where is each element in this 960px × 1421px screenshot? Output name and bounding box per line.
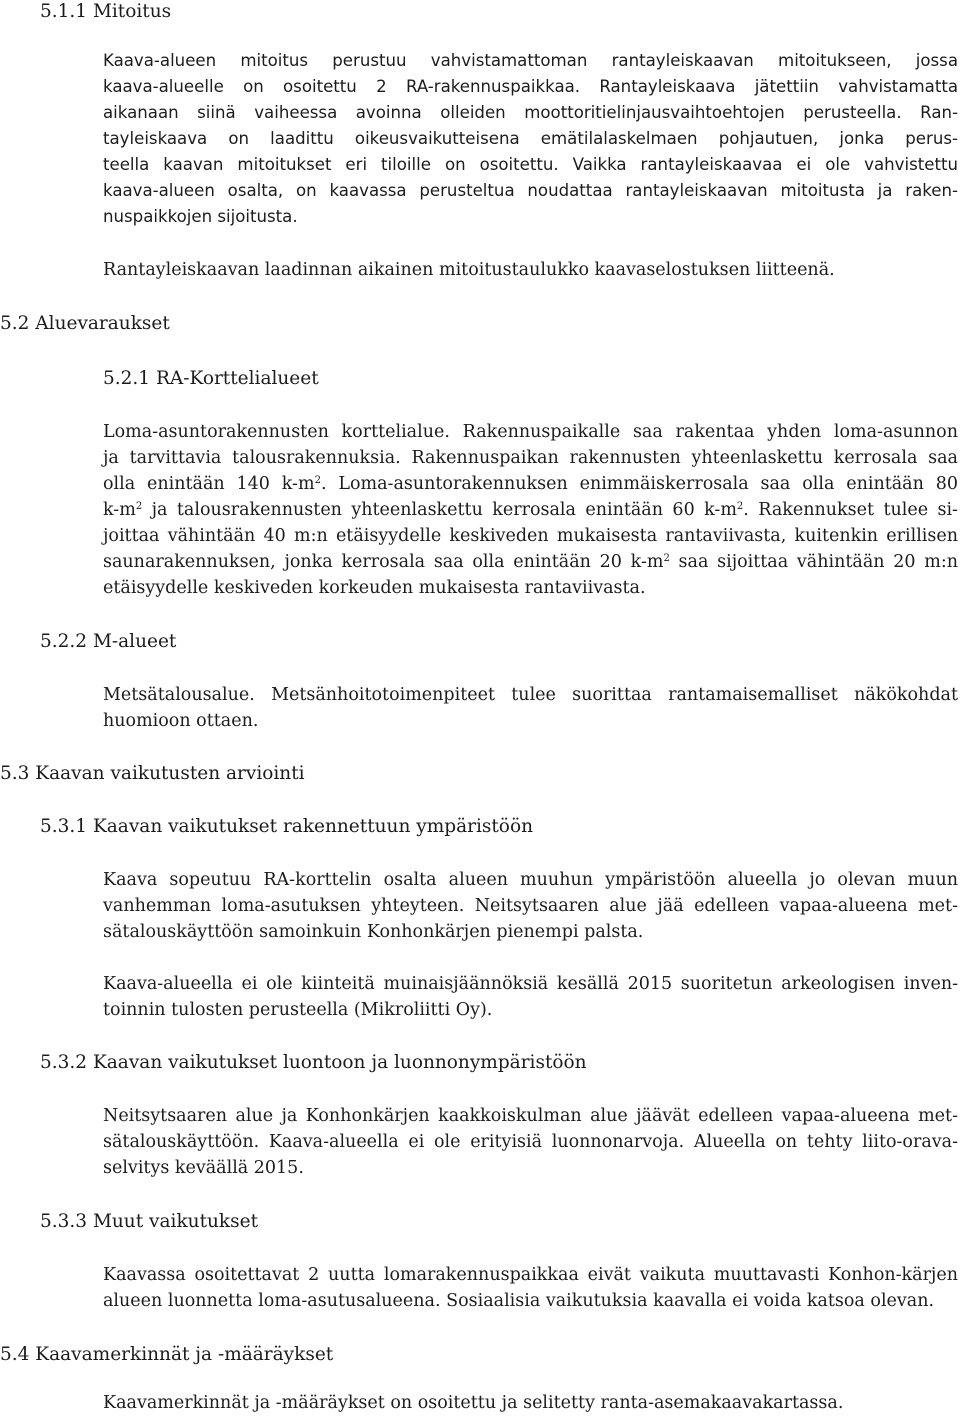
- text-line: kaava-alueen osalta, on kaavassa perusteltua noudattaa rantayleiskaavan mitoitusta ja raken-: [103, 181, 958, 200]
- superscript: 2: [736, 501, 744, 512]
- section-5-4-paragraph: [103, 1390, 958, 1416]
- section-5-2-1-title: 5.2.1 RA-Korttelialueet: [103, 368, 319, 389]
- text-line: Metsätalousalue. Metsänhoitotoimenpiteet tulee suorittaa rantamaisemalliset näkökohdat: [103, 685, 958, 705]
- text-line: [103, 575, 958, 601]
- section-5-4-title: 5.4 Kaavamerkinnät ja -määräykset: [0, 1344, 334, 1365]
- text-line: alueen luonnetta loma-asutusalueena. Sosiaalisia vaikutuksia kaavalla ei voida katsoa olevan.: [103, 1291, 935, 1311]
- text-line: toinnin tulosten perusteella (Mikroliitti Oy).: [103, 1000, 493, 1020]
- text-line: Neitsytsaaren alue ja Konhonkärjen kaakkoiskulman alue jäävät edelleen vapaa-alueena met-: [103, 1106, 958, 1126]
- text-line: [103, 549, 958, 575]
- text-segment: ja talousrakennusten yhteenlaskettu kerrosala enintään 60 k-m: [142, 500, 737, 520]
- section-5-2-2-paragraph: [103, 682, 958, 734]
- section-5-1-1-paragraph-1: [103, 48, 958, 230]
- section-5-3-2-paragraph: [103, 1103, 958, 1181]
- section-5-2-title: 5.2 Aluevaraukset: [0, 313, 170, 334]
- section-5-2-2-title: 5.2.2 M-alueet: [40, 631, 177, 652]
- text-line: aikanaan siinä vaiheessa avoinna olleiden moottoritielinjausvaihtoehtojen perusteella. Ran-: [103, 103, 958, 122]
- text-line: [103, 419, 958, 445]
- section-5-3-1-paragraph-1: [103, 867, 958, 945]
- text-line: tayleiskaava on laadittu oikeusvaikutteisena emätilalaskelmaen pohjautuen, jonka perus-: [103, 129, 958, 148]
- superscript: 2: [135, 501, 143, 512]
- section-5-1-1-paragraph-2: [103, 257, 958, 283]
- text-segment: joittaa vähintään 40 m:n etäisyydelle keskiveden mukaisesta rantaviivasta, kuitenkin erillisen: [103, 526, 958, 546]
- text-line: Kaava-alueen mitoitus perustuu vahvistamattoman rantayleiskaavan mitoitukseen, jossa: [103, 51, 958, 70]
- text-segment: Loma-asuntorakennusten korttelialue. Rakennuspaikalle saa rakentaa yhden loma-asunnon: [103, 422, 958, 442]
- text-line: nuspaikkojen sijoitusta.: [103, 207, 298, 226]
- section-5-3-1-title: 5.3.1 Kaavan vaikutukset rakennettuun ympäristöön: [40, 816, 533, 837]
- text-segment: saunarakennuksen, jonka kerrosala saa olla enintään 20 k-m: [103, 552, 664, 572]
- text-segment: ja tarvittavia talousrakennuksia. Rakennuspaikan rakennusten yhteenlaskettu kerrosala saa: [103, 448, 958, 468]
- text-line: huomioon ottaen.: [103, 711, 259, 731]
- section-5-3-3-paragraph: [103, 1262, 958, 1314]
- text-line: [103, 445, 958, 471]
- text-line: Kaava-alueella ei ole kiinteitä muinaisjäännöksiä kesällä 2015 suoritetun arkeologisen inven-: [103, 974, 958, 994]
- text-segment: saa sijoittaa vähintään 20 m:n: [669, 552, 958, 572]
- text-line: [103, 497, 958, 523]
- section-5-3-1-paragraph-2: [103, 971, 958, 1023]
- text-segment: etäisyydelle keskiveden korkeuden mukaisesta rantaviivasta.: [103, 578, 646, 598]
- text-segment: . Rakennukset tulee si-: [743, 500, 958, 520]
- text-line: Kaavassa osoitettavat 2 uutta lomarakennuspaikkaa eivät vaikuta muuttavasti Konhon-kärjen: [103, 1265, 958, 1285]
- text-segment: olla enintään 140 k-m: [103, 474, 315, 494]
- text-line: [103, 523, 958, 549]
- text-line: sätalouskäyttöön. Kaava-alueella ei ole erityisiä luonnonarvoja. Alueella on tehty liito-orava-: [103, 1132, 958, 1152]
- superscript: 2: [663, 553, 670, 564]
- section-5-2-1-paragraph: [103, 419, 958, 601]
- superscript: 2: [314, 475, 321, 486]
- text-line: selvitys keväällä 2015.: [103, 1158, 304, 1178]
- text-line: sätalouskäyttöön samoinkuin Konhonkärjen pienempi palsta.: [103, 922, 644, 942]
- section-5-1-1-title: 5.1.1 Mitoitus: [40, 1, 172, 22]
- text-line: Kaavamerkinnät ja -määräykset on osoitettu ja selitetty ranta-asemakaavakartassa.: [103, 1393, 844, 1413]
- text-segment: k-m: [103, 500, 136, 520]
- text-line: vanhemman loma-asutuksen yhteyteen. Neitsytsaaren alue jää edelleen vapaa-alueena met-: [103, 896, 958, 916]
- section-5-3-3-title: 5.3.3 Muut vaikutukset: [40, 1211, 258, 1232]
- section-5-3-title: 5.3 Kaavan vaikutusten arviointi: [0, 763, 305, 784]
- text-line: Rantayleiskaavan laadinnan aikainen mitoitustaulukko kaavaselostuksen liitteenä.: [103, 260, 835, 280]
- text-line: [103, 471, 958, 497]
- section-5-3-2-title: 5.3.2 Kaavan vaikutukset luontoon ja luonnonympäristöön: [40, 1052, 587, 1073]
- text-line: teella kaavan mitoitukset eri tiloille on osoitettu. Vaikka rantayleiskaavaa ei ole vahvistettu: [103, 155, 958, 174]
- text-line: Kaava sopeutuu RA-korttelin osalta alueen muuhun ympäristöön alueella jo olevan muun: [103, 870, 958, 890]
- text-line: kaava-alueelle on osoitettu 2 RA-rakennuspaikkaa. Rantayleiskaava jätettiin vahvistamatta: [103, 77, 958, 96]
- text-segment: . Loma-asuntorakennuksen enimmäiskerrosala saa olla enintään 80: [320, 474, 958, 494]
